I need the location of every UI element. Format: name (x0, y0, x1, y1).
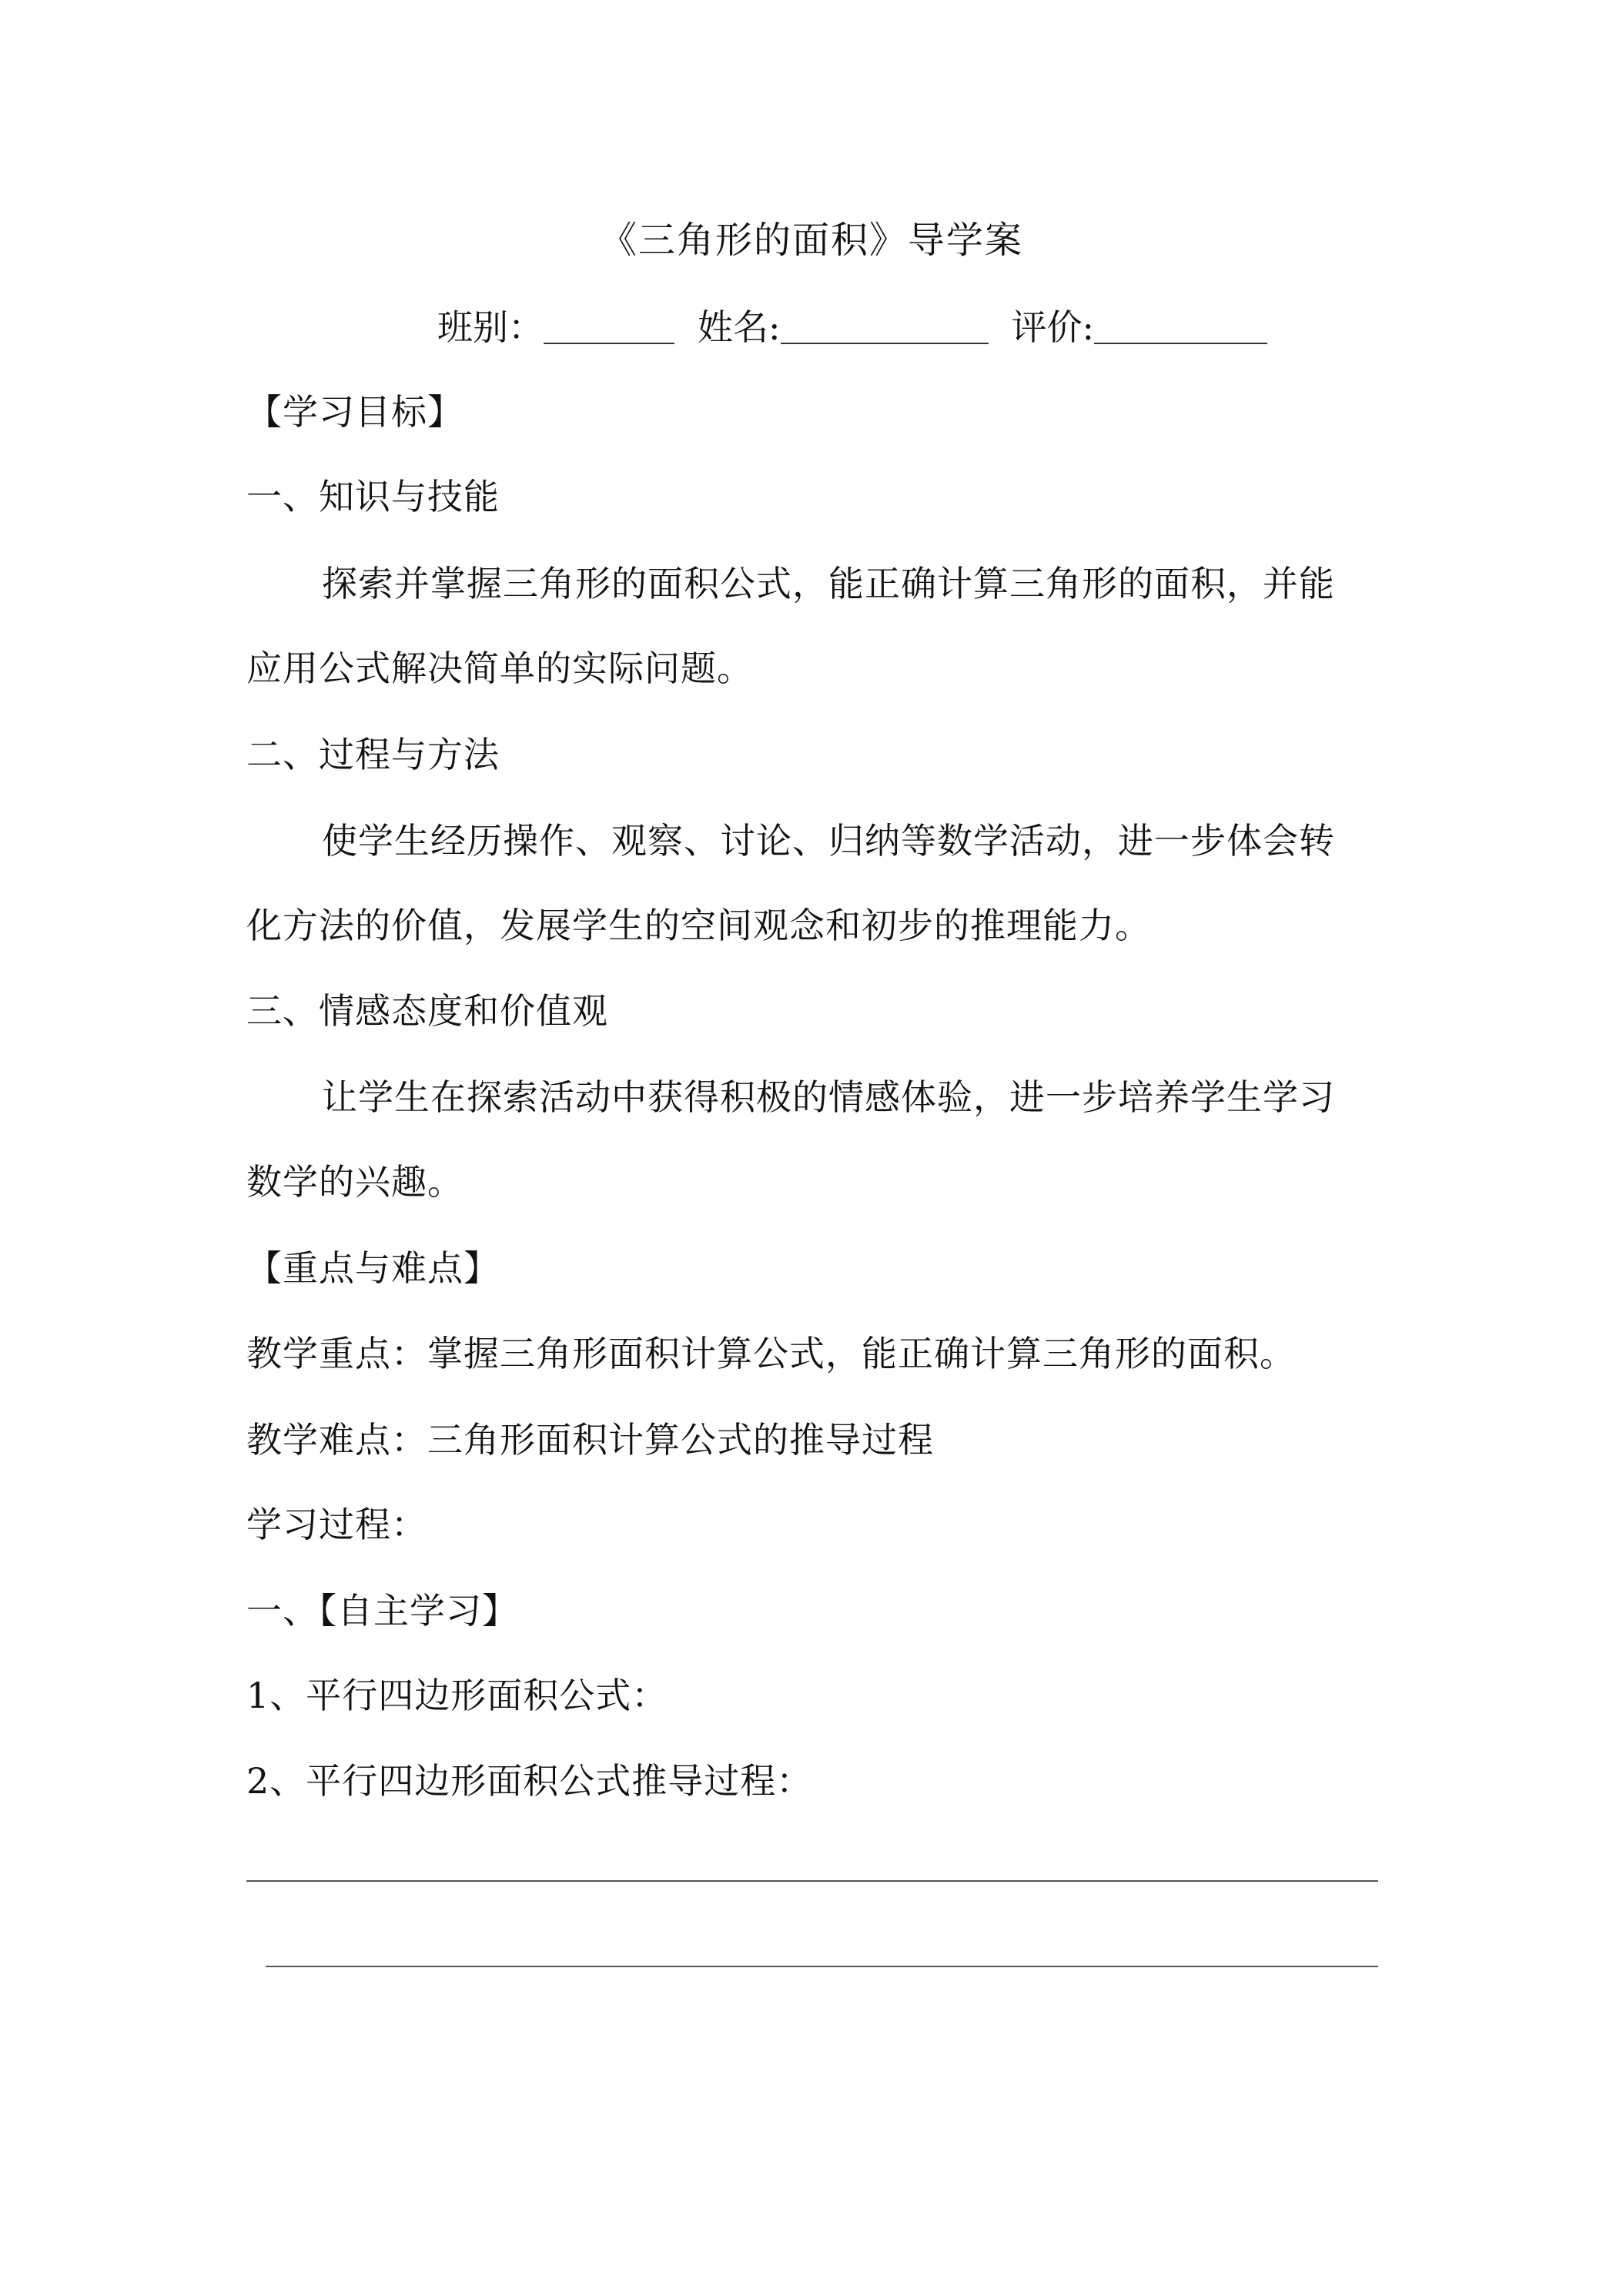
knowledge-text-line2: 应用公式解决简单的实际问题。 (246, 648, 753, 689)
self-study-heading: 一、【自主学习】 (246, 1590, 518, 1632)
learning-process-heading: 学习过程： (246, 1504, 427, 1545)
key-points-heading: 【重点与难点】 (246, 1247, 500, 1289)
name-blank[interactable] (781, 309, 989, 344)
name-label: 姓名: (698, 306, 781, 348)
knowledge-heading: 一、知识与技能 (246, 476, 500, 517)
student-info-row (437, 304, 1267, 350)
teaching-difficulty: 教学难点：三角形面积计算公式的推导过程 (246, 1419, 934, 1461)
question-1: 1、平行四边形面积公式： (246, 1675, 668, 1716)
answer-line-1[interactable] (246, 1880, 1378, 1882)
emotion-heading: 三、情感态度和价值观 (246, 990, 608, 1032)
emotion-text-line1: 让学生在探索活动中获得积极的情感体验，进一步培养学生学习 (322, 1076, 1335, 1118)
teaching-focus: 教学重点：掌握三角形面积计算公式，能正确计算三角形的面积。 (246, 1333, 1296, 1374)
document-title: 《三角形的面积》导学案 (599, 219, 1023, 262)
class-label: 班别： (437, 306, 544, 348)
objectives-heading: 【学习目标】 (246, 391, 463, 433)
rating-label: 评价: (1011, 306, 1094, 348)
process-method-text-line1: 使学生经历操作、观察、讨论、归纳等数学活动，进一步体会转 (322, 820, 1335, 862)
question-2: 2、平行四边形面积公式推导过程： (246, 1760, 813, 1802)
process-method-text-line2: 化方法的价值，发展学生的空间观念和初步的推理能力。 (246, 905, 1151, 946)
class-blank[interactable] (544, 309, 674, 344)
emotion-text-line2: 数学的兴趣。 (246, 1161, 463, 1203)
knowledge-text-line1: 探索并掌握三角形的面积公式，能正确计算三角形的面积，并能 (322, 563, 1335, 604)
answer-line-2[interactable] (266, 1966, 1378, 1967)
process-method-heading: 二、过程与方法 (246, 734, 500, 775)
rating-blank[interactable] (1094, 309, 1267, 344)
